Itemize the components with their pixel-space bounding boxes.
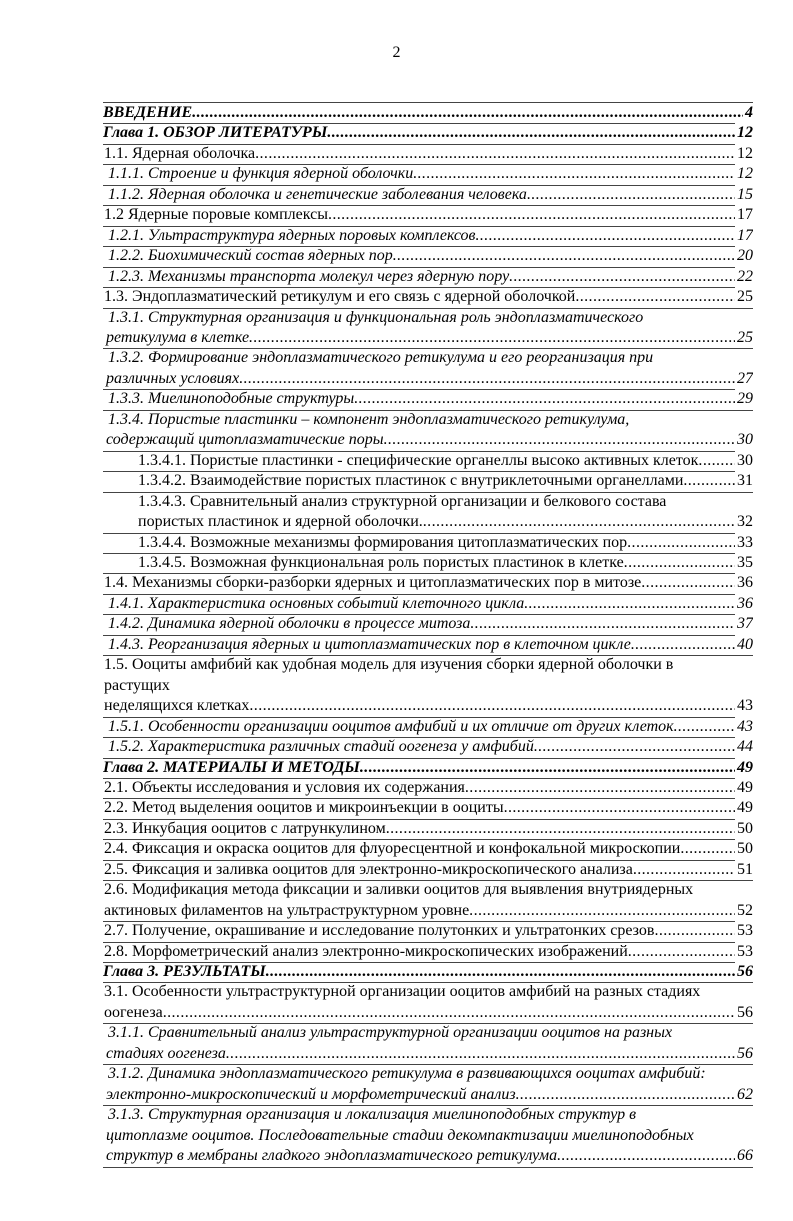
toc-entry-line: Глава 2. МАТЕРИАЛЫ И МЕТОДЫ [103,758,360,776]
toc-entry-page: 40 [735,635,753,655]
toc-entry-line: 1.5.1. Особенности организации ооцитов амфибий и их отличие от других клеток [108,717,674,735]
toc-entry-title [138,472,683,489]
toc-entry-page: 49 [735,778,753,798]
toc-entry-title [106,738,534,755]
toc-entry-line: 1.4.1. Характеристика основных событий клеточного цикла [108,594,525,612]
toc-entry-line: 1.4.3. Реорганизация ядерных и цитоплазматических пор в клеточном цикле [108,635,631,653]
toc-entry-line: 2.4. Фиксация и окраска ооцитов для флуоресцентной и конфокальной микроскопии [104,840,681,858]
toc-entry-page: 20 [735,246,753,266]
toc-entry[interactable] [103,389,753,409]
toc-entry-line: содержащий цитоплазматические поры [106,431,384,449]
toc-entry-title [104,656,673,714]
toc-entry-line: 1.3.4.3. Сравнительный анализ структурной организации и белкового состава [138,492,667,510]
toc-entry-page: 66 [735,1146,753,1166]
toc-entry-title [104,206,328,223]
toc-entry-line: различных условиях [106,369,240,387]
toc-entry-page: 17 [735,226,753,246]
toc-entry-title [104,922,654,939]
toc-entry-line: 3.1. Особенности ультраструктурной организации ооцитов амфибий на разных стадиях [104,983,701,1001]
toc-entry[interactable] [103,287,753,307]
toc-entry-title [104,145,255,162]
toc-entry-title [138,493,666,530]
toc-entry-title [106,390,354,407]
toc-entry-line: 2.8. Морфометрический анализ электронно-микроскопических изображений [104,942,628,960]
toc-entry-page: 51 [735,860,753,880]
toc-entry-line: 1.3.3. Миелиноподобные структуры [108,390,355,408]
toc-entry-line: 2.3. Инкубация ооцитов с латрункулином [104,819,386,837]
toc-entry[interactable] [103,246,753,266]
toc-entry-title [104,943,628,960]
toc-entry[interactable] [103,553,753,573]
toc-entry-line: стадиях оогенеза [106,1044,226,1062]
toc-entry-line: 1.1. Ядерная оболочка [104,144,256,162]
toc-entry-title [104,288,575,305]
toc-entry[interactable] [103,185,753,205]
toc-entry-title [104,861,633,878]
toc-entry-line: 1.1.1. Строение и функция ядерной оболочки [108,165,414,183]
toc-entry-line: 1.2.3. Механизмы транспорта молекул через ядерную пору [108,267,510,285]
toc-entry-title [104,799,504,816]
toc-entry-line: электронно-микроскопический и морфометрический анализ [106,1085,516,1103]
toc-entry[interactable] [103,614,753,634]
toc-entry[interactable] [103,962,753,982]
toc-entry-page: 50 [735,819,753,839]
toc-entry-page: 17 [735,205,753,225]
toc-entry-line: 3.1.1. Сравнительный анализ ультраструктурной организации ооцитов на разных [108,1024,673,1042]
toc-entry-line: пористых пластинок и ядерной оболочки. [138,513,423,531]
toc-entry-title [103,124,327,141]
toc-entry[interactable] [103,308,753,349]
toc-entry-title [106,636,631,653]
toc-entry-title [106,349,653,386]
toc-entry[interactable] [103,573,753,593]
toc-entry-line: 1.3.4. Пористые пластинки – компонент эндоплазматического ретикулума, [108,410,630,428]
toc-entry-page: 4 [743,103,753,123]
toc-entry-title [104,779,465,796]
toc-entry-page: 25 [735,328,753,348]
page-number: 2 [392,44,401,61]
toc-entry[interactable] [103,103,753,123]
toc-entry-title [104,881,693,918]
toc-entry-title [104,574,641,591]
toc-entry-page: 44 [735,737,753,757]
toc-entry[interactable] [103,164,753,184]
toc-entry-line: 2.2. Метод выделения ооцитов и микроинъекции в ооциты [104,799,504,817]
toc-entry-line: Глава 1. ОБЗОР ЛИТЕРАТУРЫ [103,124,328,142]
toc-entry-page: 56 [735,962,753,982]
toc-entry-line: ретикулума в клетке [106,328,250,346]
toc-entry[interactable] [103,942,753,962]
toc-entry-line: неделящихся клетках [104,697,250,715]
toc-entry[interactable] [103,123,753,143]
toc-entry-page: 25 [735,287,753,307]
toc-entry-title [106,595,524,612]
toc-entry-page: 33 [735,533,753,553]
toc-entry-line: Глава 3. РЕЗУЛЬТАТЫ [103,963,266,981]
toc-entry-title [106,1106,694,1164]
table-of-contents [103,103,753,1167]
toc-entry[interactable] [103,880,753,921]
toc-entry-line: 1.3.4.5. Возможная функциональная роль пористых пластинок в клетке [138,553,624,571]
toc-entry-title [104,983,700,1020]
toc-entry-page: 43 [735,696,753,716]
toc-entry-line: 1.2.1. Ультраструктура ядерных поровых комплексов [108,226,476,244]
toc-entry-line: 2.1. Объекты исследования и условия их содержания [104,778,465,796]
toc-entry[interactable] [103,778,753,798]
toc-entry-title [106,186,527,203]
toc-entry[interactable] [103,860,753,880]
toc-entry-title [106,268,509,285]
toc-entry-page: 49 [735,798,753,818]
toc-entry-title [104,840,680,857]
toc-entry-page: 31 [735,471,753,491]
toc-entry-line: 1.3. Эндоплазматический ретикулум и его связь с ядерной оболочкой [104,288,576,306]
toc-entry[interactable] [103,1023,753,1064]
toc-entry-title [138,534,627,551]
toc-entry[interactable] [103,492,753,533]
toc-entry[interactable] [103,267,753,287]
toc-entry-line: 1.2.2. Биохимический состав ядерных пор [108,247,393,265]
toc-entry[interactable] [103,921,753,941]
toc-entry-page: 56 [735,1003,753,1023]
toc-entry[interactable] [103,982,753,1023]
toc-entry-title [138,554,624,571]
toc-entry-page: 30 [735,430,753,450]
toc-entry-line: 3.1.3. Структурная организация и локализация миелиноподобных структур в [108,1106,637,1124]
toc-entry[interactable] [103,226,753,246]
toc-entry-page: 12 [735,123,753,143]
toc-entry-page: 32 [735,512,753,532]
toc-entry-page: 49 [735,758,753,778]
toc-entry-line: 1.4. Механизмы сборки-разборки ядерных и цитоплазматических пор в митозе [104,574,642,592]
toc-entry-page: 29 [735,389,753,409]
toc-entry-page: 50 [735,839,753,859]
toc-entry-page: 62 [735,1085,753,1105]
toc-entry[interactable] [103,451,753,471]
toc-entry-line: 1.3.4.1. Пористые пластинки - специфические органеллы высоко активных клеток [138,451,699,469]
toc-entry[interactable] [103,737,753,757]
toc-entry-line: цитоплазме ооцитов. Последовательные стадии декомпактизации миелиноподобных [106,1126,694,1144]
toc-entry-line: 1.3.2. Формирование эндоплазматического ретикулума и его реорганизация при [108,349,654,367]
toc-entry-page: 36 [735,573,753,593]
toc-entry-line: 1.3.1. Структурная организация и функциональная роль эндоплазматического [108,308,644,326]
toc-entry-page: 22 [735,267,753,287]
toc-entry[interactable] [103,533,753,553]
toc-entry-title [106,718,674,735]
toc-entry[interactable] [103,1064,753,1105]
toc-entry[interactable] [103,798,753,818]
toc-entry-page: 12 [735,144,753,164]
toc-entry-line: структур в мембраны гладкого эндоплазматического ретикулума [106,1147,558,1165]
toc-entry-line: 2.6. Модификация метода фиксации и заливки ооцитов для выявления внутриядерных [104,881,694,899]
toc-entry-line: оогенеза [104,1003,163,1021]
toc-entry-line: 1.4.2. Динамика ядерной оболочки в процессе митоза [108,615,471,633]
toc-entry-line: 1.3.4.2. Взаимодействие пористых пластинок с внутриклеточными органеллами [138,472,684,490]
toc-entry-page: 35 [735,553,753,573]
toc-entry-line: 2.7. Получение, окрашивание и исследование полутонких и ультратонких срезов [104,922,655,940]
toc-entry-line: 1.5.2. Характеристика различных стадий оогенеза у амфибий [108,738,534,756]
toc-entry-title [106,411,629,448]
toc-entry-title [103,963,266,980]
toc-entry-title [103,759,360,776]
toc-entry-title [106,247,393,264]
toc-entry-line: 2.5. Фиксация и заливка ооцитов для электронно-микроскопического анализа [104,860,633,878]
toc-entry-title [103,104,192,121]
toc-entry[interactable] [103,410,753,451]
toc-entry-line: 1.3.4.4. Возможные механизмы формирования цитоплазматических пор [138,533,628,551]
toc-entry[interactable] [103,144,753,164]
toc-entry-title [106,165,413,182]
toc-entry-title [106,309,643,346]
toc-entry-page: 52 [735,901,753,921]
toc-entry[interactable] [103,819,753,839]
toc-entry-line: 1.2 Ядерные поровые комплексы [104,206,328,224]
toc-entry-page: 36 [735,594,753,614]
toc-entry[interactable] [103,635,753,655]
toc-entry-title [106,227,476,244]
toc-entry-page: 56 [735,1044,753,1064]
toc-entry-page: 15 [735,185,753,205]
toc-entry-page: 53 [735,942,753,962]
toc-entry-page: 30 [735,451,753,471]
toc-entry-line: 1.5. Ооциты амфибий как удобная модель для изучения сборки ядерной оболочки в растущих [104,656,674,694]
toc-entry-page: 53 [735,921,753,941]
toc-entry-title [106,1024,672,1061]
toc-entry-title [138,452,698,469]
toc-entry-line: 3.1.2. Динамика эндоплазматического ретикулума в развивающихся ооцитах амфибий: [108,1065,706,1083]
toc-entry[interactable] [103,205,753,225]
toc-entry-line: ВВЕДЕНИЕ [103,104,193,121]
toc-entry[interactable] [103,655,753,716]
toc-entry[interactable] [103,839,753,859]
toc-entry-page: 12 [735,164,753,184]
toc-entry-page: 37 [735,614,753,634]
toc-entry-page: 27 [735,369,753,389]
toc-entry-line: 1.1.2. Ядерная оболочка и генетические заболевания человека [108,185,527,203]
toc-entry-title [106,615,470,632]
toc-entry[interactable] [103,1105,753,1166]
toc-entry[interactable] [103,594,753,614]
toc-entry-page: 43 [735,717,753,737]
toc-entry-line: актиновых филаментов на ультраструктурном уровне [104,901,470,919]
toc-entry[interactable] [103,717,753,737]
toc-entry-title [106,1065,706,1102]
toc-entry[interactable] [103,471,753,491]
toc-entry-title [104,820,386,837]
toc-entry[interactable] [103,348,753,389]
toc-entry[interactable] [103,758,753,778]
